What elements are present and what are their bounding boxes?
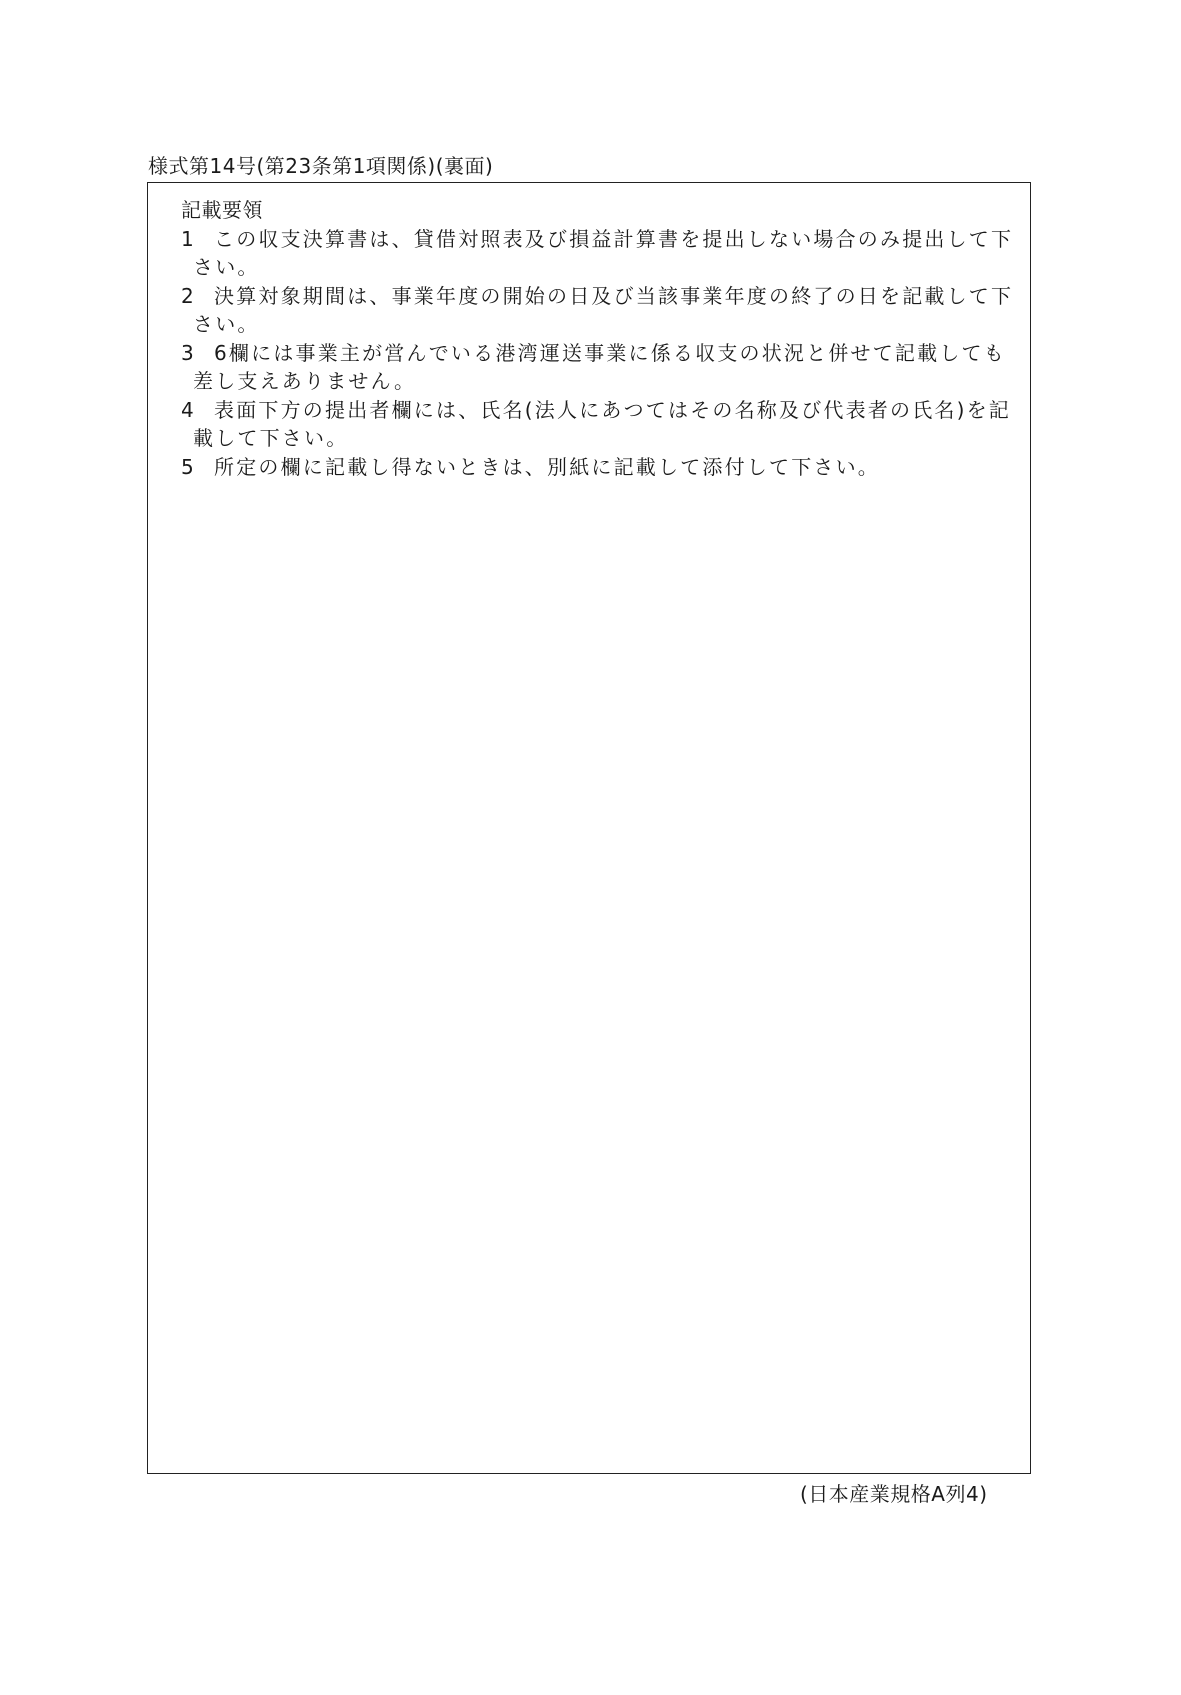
- instruction-number: 3: [181, 340, 194, 365]
- form-title: 様式第14号(第23条第1項関係)(裏面): [148, 154, 494, 178]
- instruction-text: 所定の欄に記載し得ないときは、別紙に記載して添付して下さい。: [214, 454, 880, 479]
- instruction-item: [181, 225, 1026, 282]
- instruction-number: 4: [181, 397, 194, 422]
- instruction-item: [181, 453, 1026, 482]
- instruction-text: 決算対象期間は、事業年度の開始の日及び当該事業年度の終了の日を記載して下さい。: [193, 283, 1014, 336]
- paper-size-note: (日本産業規格A列4): [800, 1482, 988, 1506]
- instruction-number: 5: [181, 454, 194, 479]
- instruction-text: 6欄には事業主が営んでいる港湾運送事業に係る収支の状況と併せて記載しても差し支えありません。: [193, 340, 1006, 393]
- instructions-block: [181, 196, 1026, 481]
- instruction-item: [181, 282, 1026, 339]
- instruction-text: 表面下方の提出者欄には、氏名(法人にあつてはその名称及び代表者の氏名)を記載して下さい。: [193, 397, 1012, 450]
- instruction-text: この収支決算書は、貸借対照表及び損益計算書を提出しない場合のみ提出して下さい。: [193, 226, 1014, 279]
- instruction-number: 2: [181, 283, 194, 308]
- instruction-item: [181, 339, 1026, 396]
- instructions-heading: 記載要領: [181, 198, 263, 222]
- instruction-number: 1: [181, 226, 194, 251]
- instruction-item: [181, 396, 1026, 453]
